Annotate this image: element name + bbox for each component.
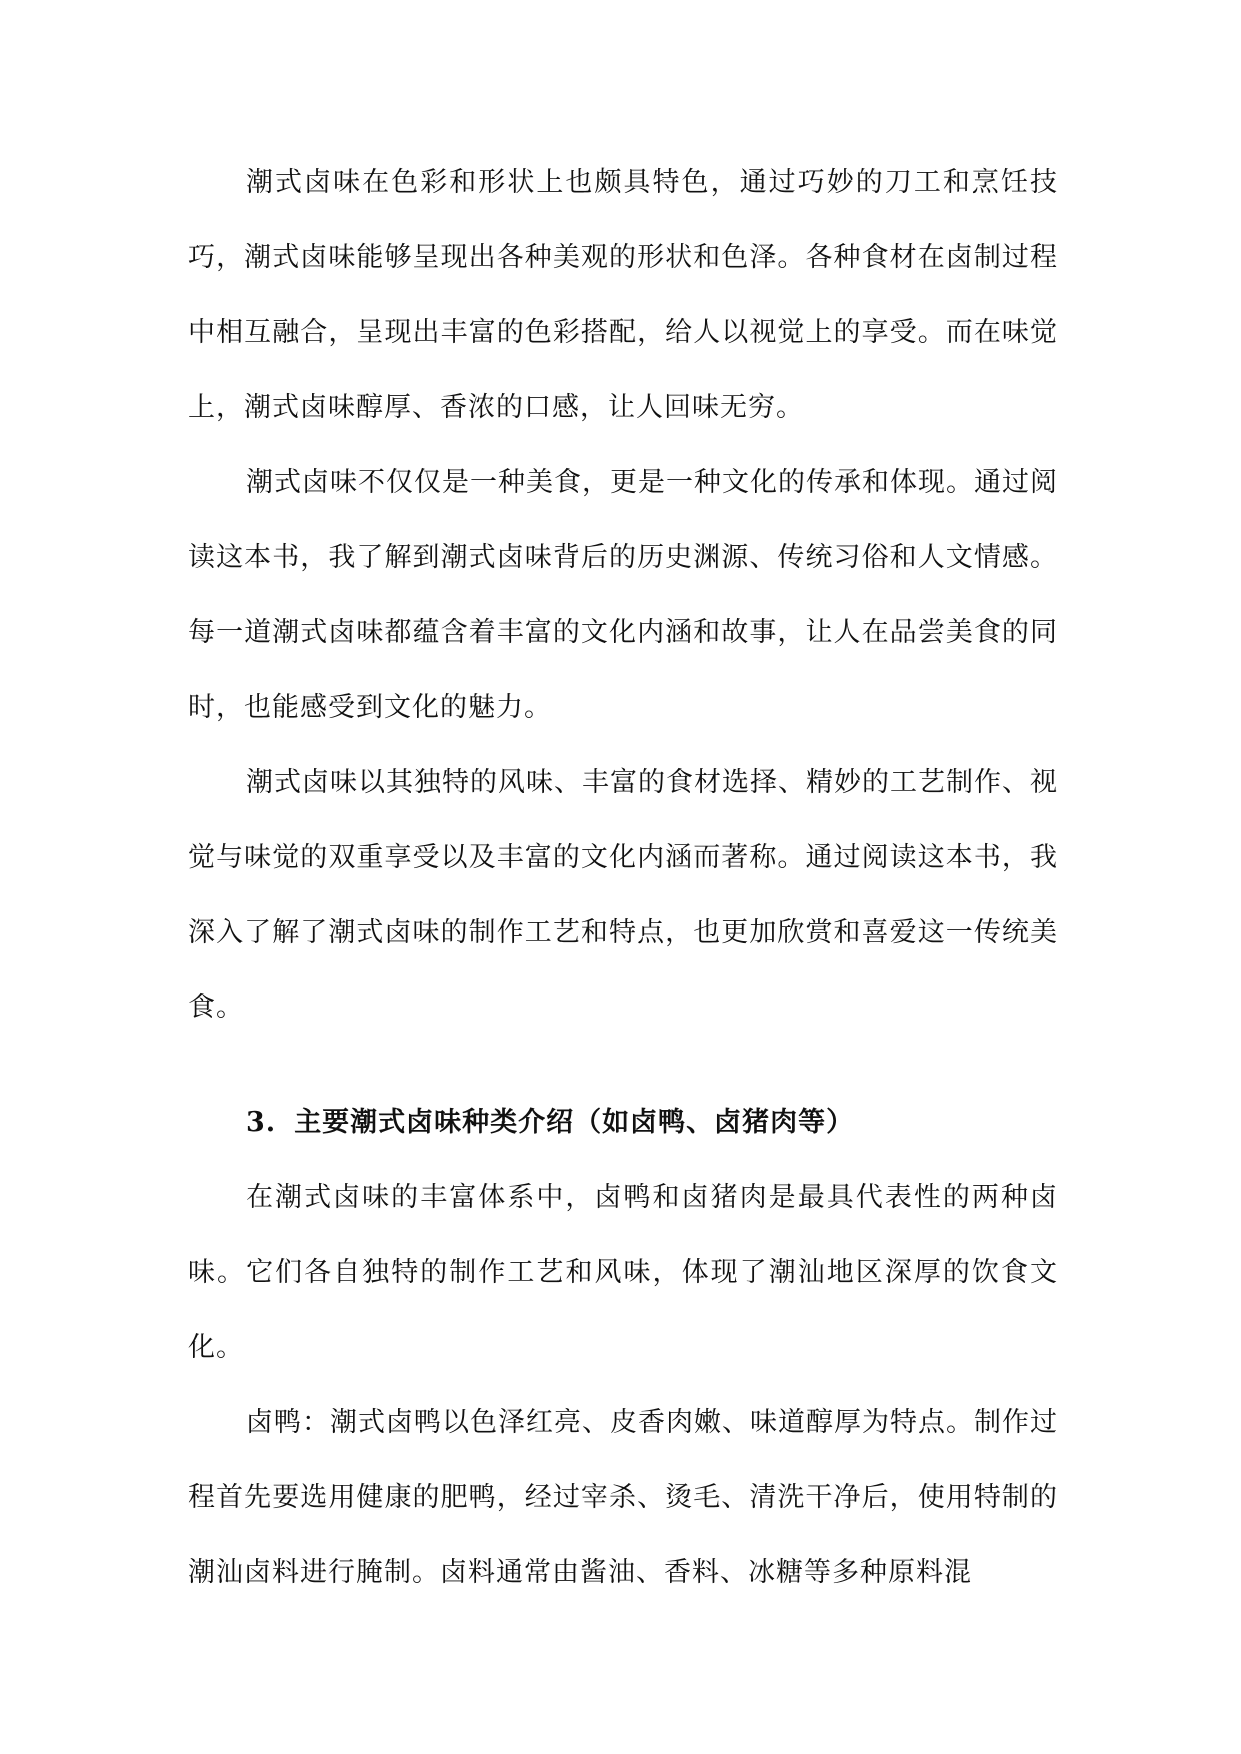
section-number: 3. <box>246 1107 277 1138</box>
paragraph-summary: 潮式卤味以其独特的风味、丰富的食材选择、精妙的工艺制作、视觉与味觉的双重享受以及丰富的文化内涵而著称。通过阅读这本书，我深入了解了潮式卤味的制作工艺和特点，也更加欣赏和喜爱这一传统美食。 <box>188 767 1058 1023</box>
paragraph-braised-duck: 卤鸭：潮式卤鸭以色泽红亮、皮香肉嫩、味道醇厚为特点。制作过程首先要选用健康的肥鸭，经过宰杀、烫毛、清洗干净后，使用特制的潮汕卤料进行腌制。卤料通常由酱油、香料、冰糖等多种原料混 <box>188 1407 1058 1588</box>
section-heading <box>0 1085 1046 1160</box>
section-title: 主要潮式卤味种类介绍（如卤鸭、卤猪肉等） <box>294 1107 855 1138</box>
paragraph-color-shape: 潮式卤味在色彩和形状上也颇具特色，通过巧妙的刀工和烹饪技巧，潮式卤味能够呈现出各种美观的形状和色泽。各种食材在卤制过程中相互融合，呈现出丰富的色彩搭配，给人以视觉上的享受。而在味觉上，潮式卤味醇厚、香浓的口感，让人回味无穷。 <box>188 167 1058 423</box>
paragraph-intro-types: 在潮式卤味的丰富体系中，卤鸭和卤猪肉是最具代表性的两种卤味。它们各自独特的制作工艺和风味，体现了潮汕地区深厚的饮食文化。 <box>188 1182 1058 1363</box>
paragraph-culture: 潮式卤味不仅仅是一种美食，更是一种文化的传承和体现。通过阅读这本书，我了解到潮式卤味背后的历史渊源、传统习俗和人文情感。每一道潮式卤味都蕴含着丰富的文化内涵和故事，让人在品尝美食的同时，也能感受到文化的魅力。 <box>188 467 1058 723</box>
